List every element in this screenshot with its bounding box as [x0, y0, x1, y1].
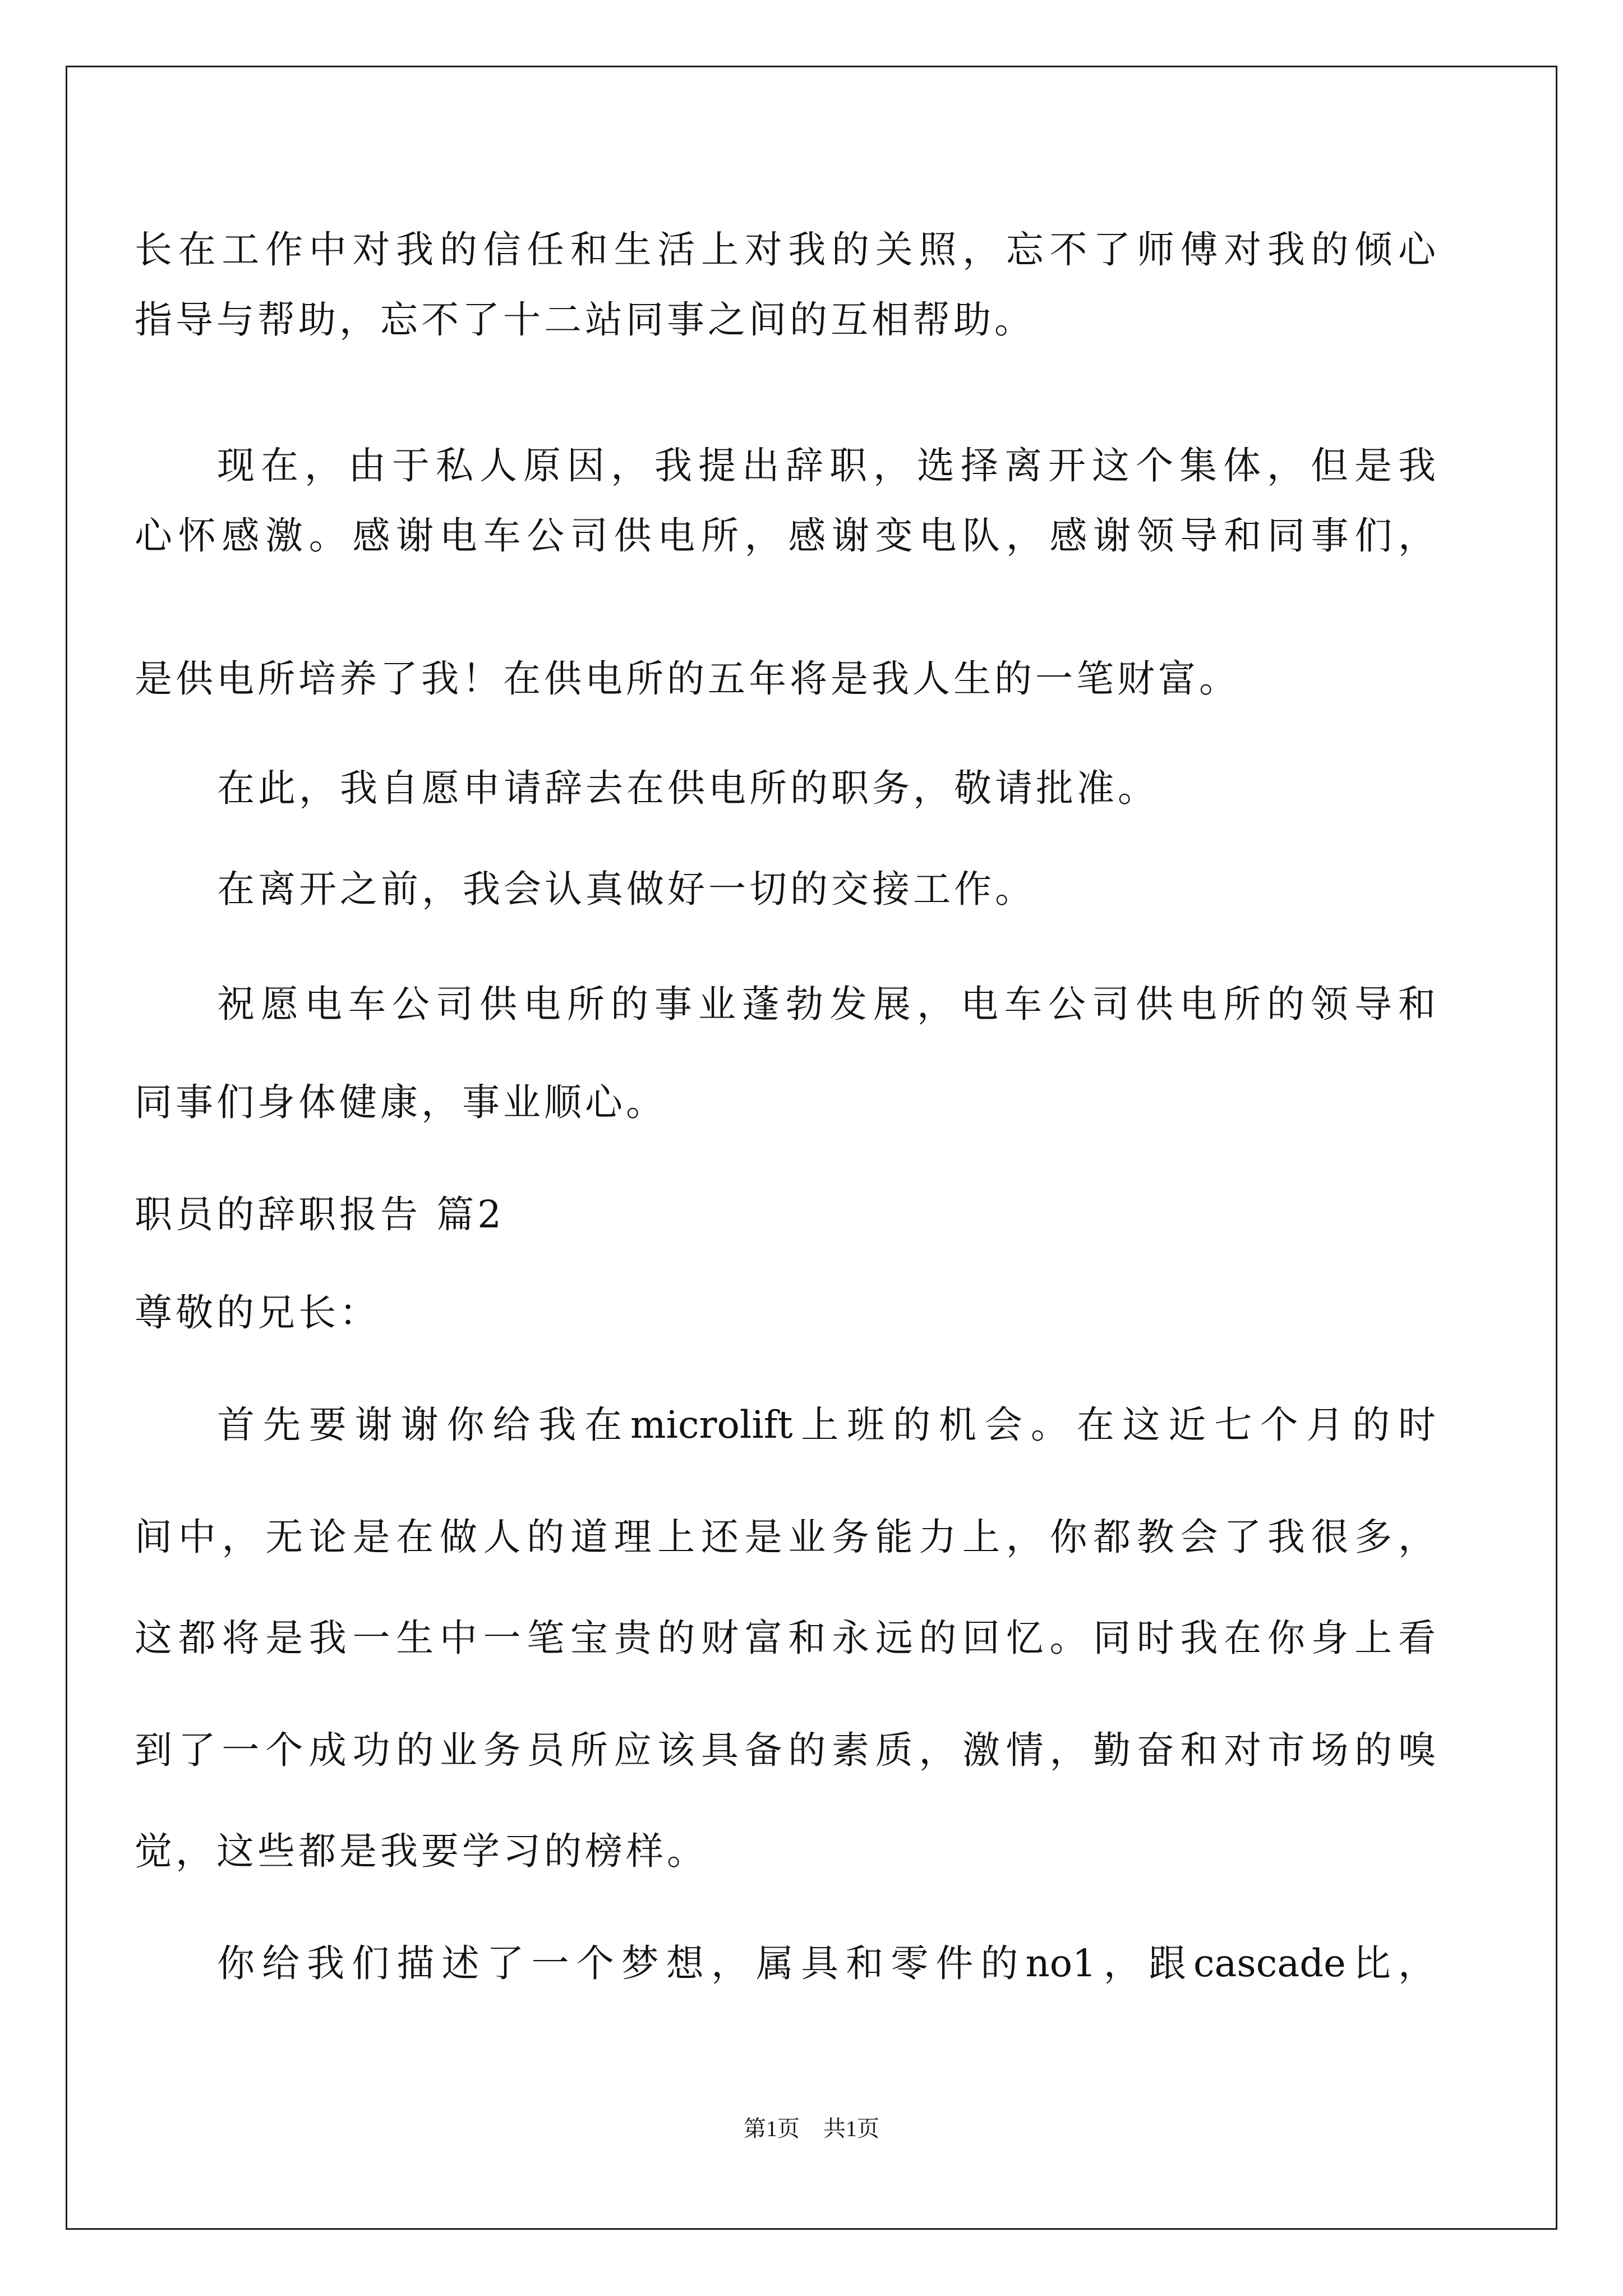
- page-number-total: 共1页: [823, 2116, 879, 2141]
- page-footer: [0, 2115, 1623, 2143]
- section-heading: 职员的辞职报告 篇2: [135, 1193, 505, 1236]
- paragraph-5-line-2: 同事们身体健康，事业顺心。: [135, 1080, 667, 1124]
- paragraph-6-line-4: 到了一个成功的业务员所应该具备的素质，激情，勤奋和对市场的嗅: [135, 1728, 1436, 1772]
- paragraph-4: 在离开之前，我会认真做好一切的交接工作。: [217, 867, 1036, 911]
- paragraph-3: 在此，我自愿申请辞去在供电所的职务，敬请批准。: [217, 766, 1159, 810]
- salutation: 尊敬的兄长：: [135, 1291, 380, 1335]
- paragraph-1-line-1: 长在工作中对我的信任和生活上对我的关照，忘不了师傅对我的倾心: [135, 228, 1436, 272]
- paragraph-6-line-3: 这都将是我一生中一笔宝贵的财富和永远的回忆。同时我在你身上看: [135, 1616, 1436, 1660]
- paragraph-6-line-5: 觉，这些都是我要学习的榜样。: [135, 1829, 708, 1873]
- paragraph-7-line-1: 你给我们描述了一个梦想，属具和零件的no1，跟cascade比，: [217, 1941, 1436, 1985]
- paragraph-5-line-1: 祝愿电车公司供电所的事业蓬勃发展，电车公司供电所的领导和: [217, 982, 1436, 1026]
- page-frame: [66, 66, 1557, 2230]
- paragraph-2-line-2: 心怀感激。感谢电车公司供电所，感谢变电队，感谢领导和同事们，: [135, 514, 1436, 558]
- paragraph-2-line-1: 现在，由于私人原因，我提出辞职，选择离开这个集体，但是我: [217, 444, 1436, 487]
- paragraph-6-line-1: 首先要谢谢你给我在microlift上班的机会。在这近七个月的时: [217, 1403, 1436, 1447]
- page-number-current: 第1页: [744, 2116, 800, 2141]
- paragraph-1-line-2: 指导与帮助，忘不了十二站同事之间的互相帮助。: [135, 298, 1035, 342]
- paragraph-2-line-3: 是供电所培养了我！在供电所的五年将是我人生的一笔财富。: [135, 657, 1240, 701]
- paragraph-6-line-2: 间中，无论是在做人的道理上还是业务能力上，你都教会了我很多，: [135, 1515, 1436, 1559]
